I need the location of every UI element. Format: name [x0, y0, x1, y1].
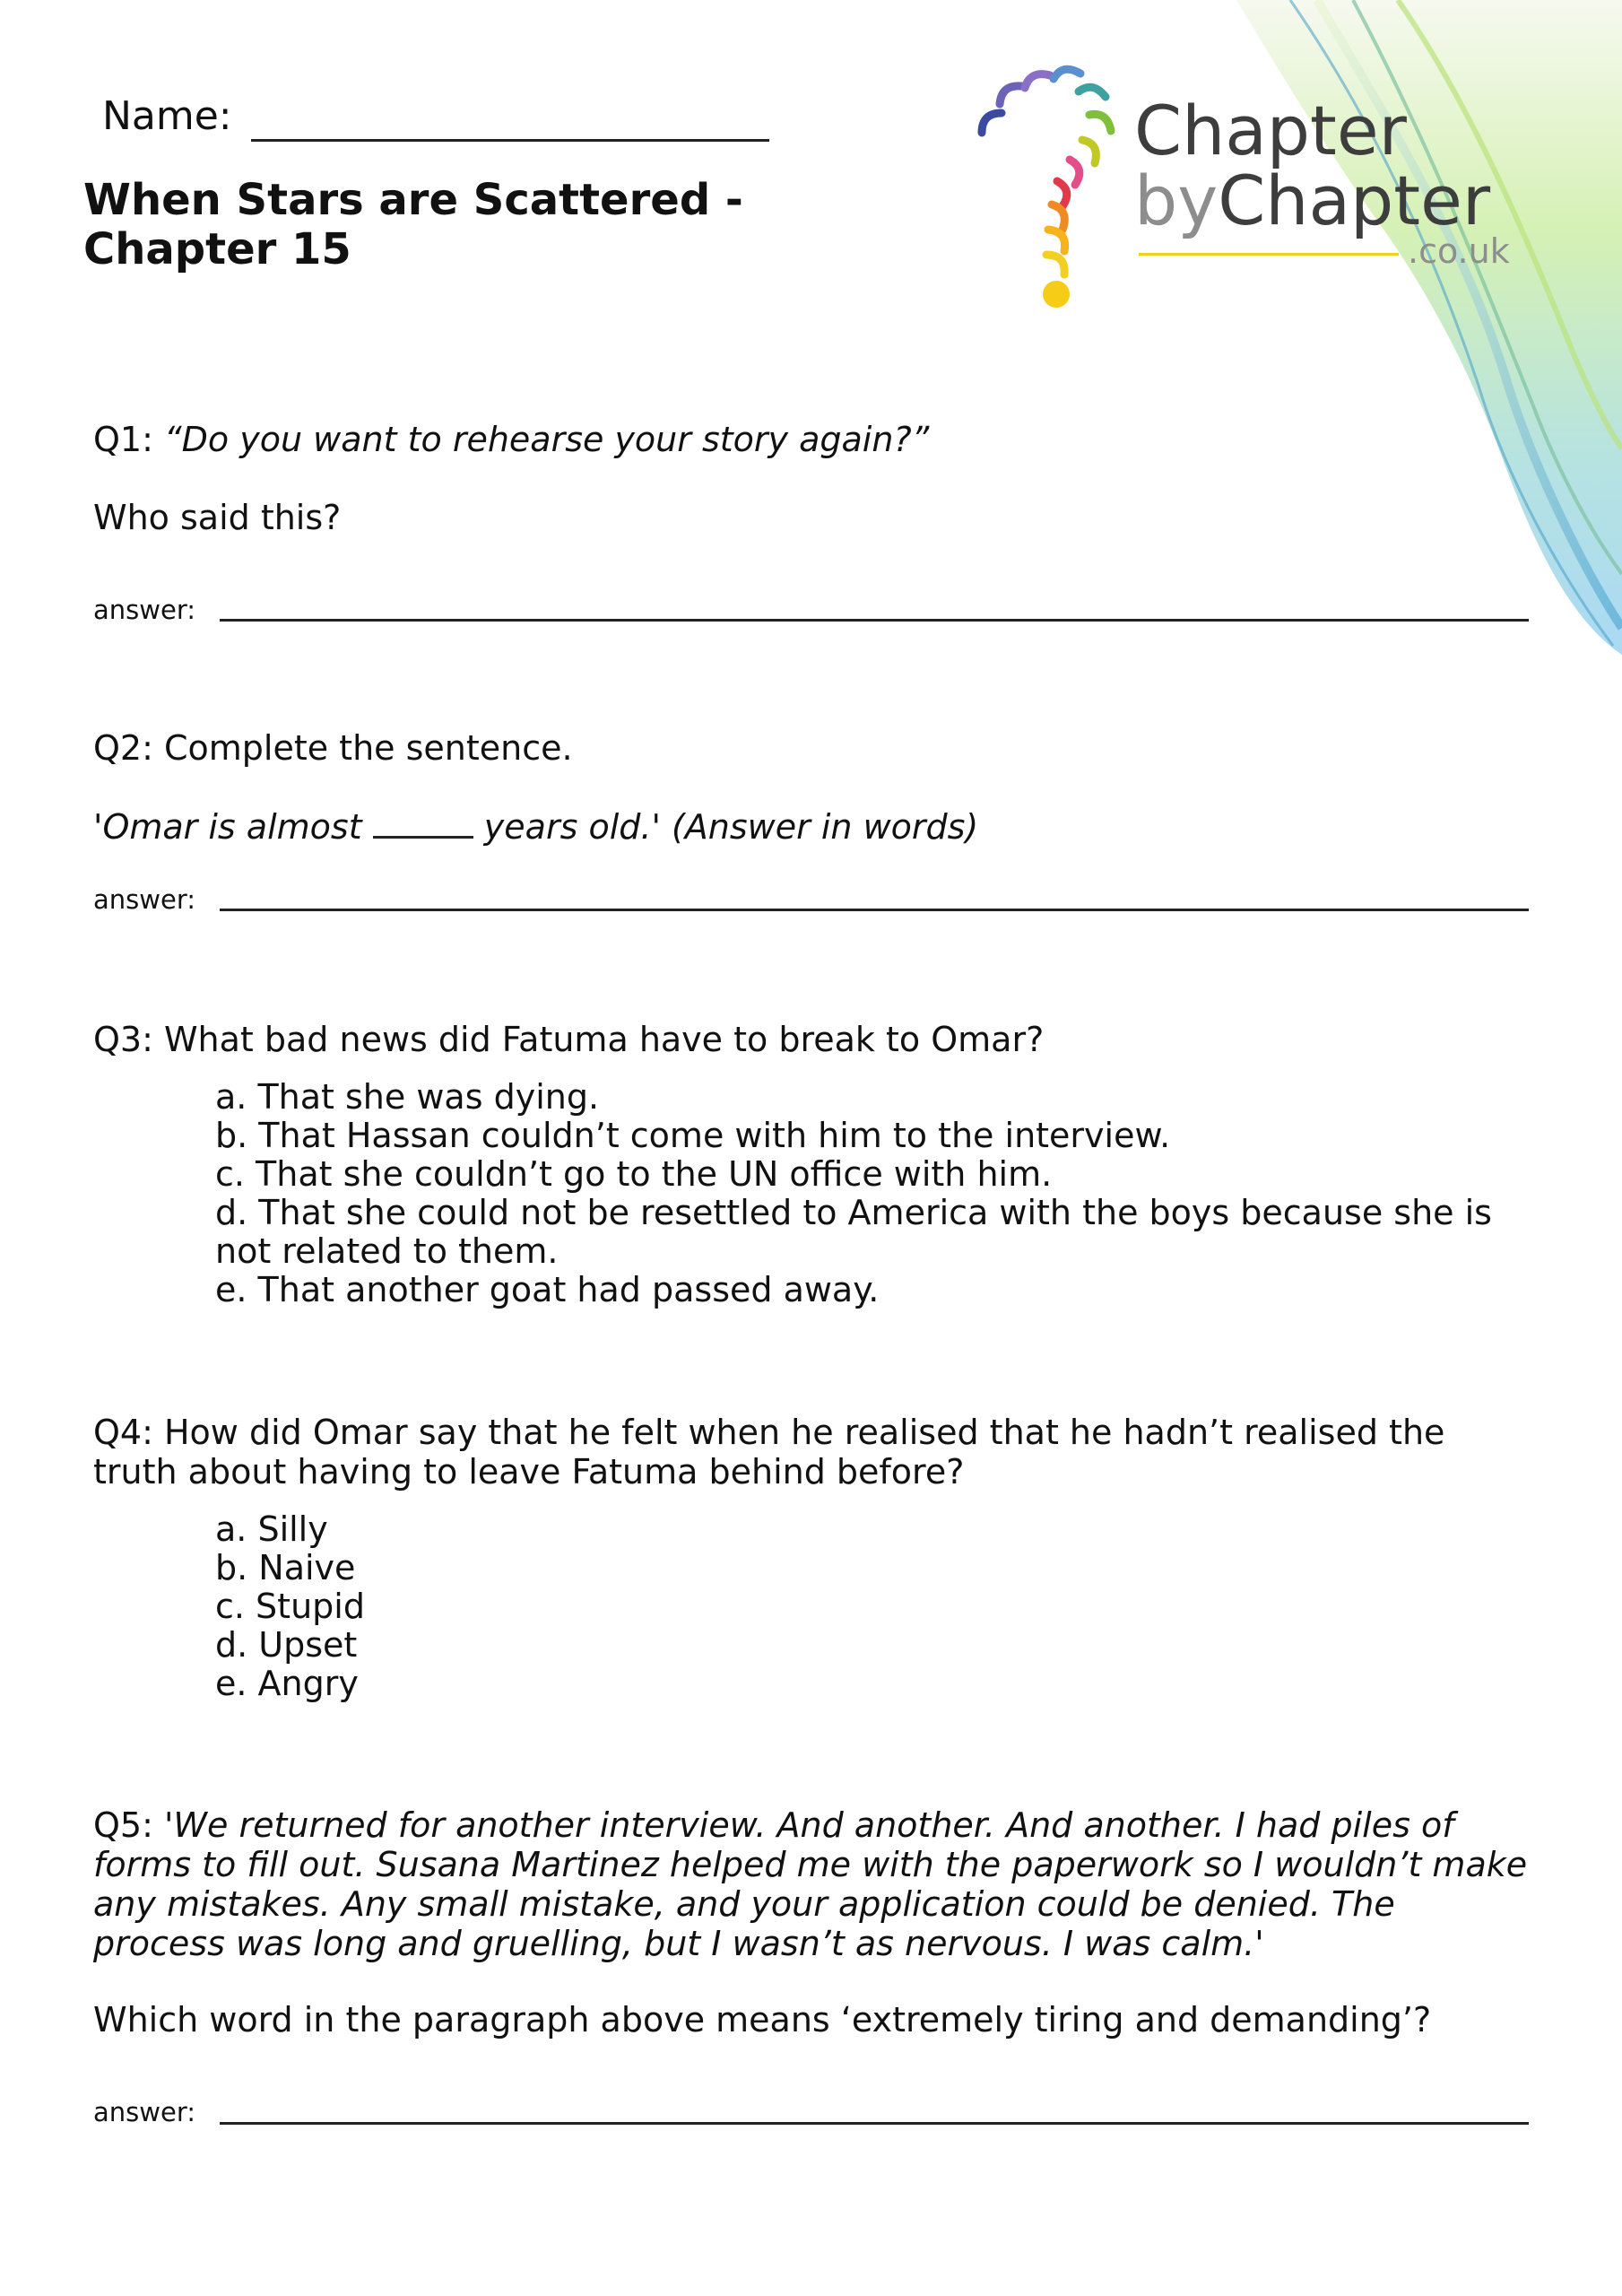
q3-option-a[interactable]: a. That she was dying. — [215, 1077, 600, 1117]
q2-sentence-before: 'Omar is almost — [93, 807, 362, 847]
q2-prompt: Q2: Complete the sentence. — [93, 728, 573, 768]
q5-number: Q5: — [93, 1805, 153, 1845]
q1-quote-text: “Do you want to rehearse your story again?” — [163, 420, 930, 459]
name-label: Name: — [102, 93, 232, 139]
q4-options — [215, 1510, 1533, 1703]
q5-answer-label: answer: — [93, 2097, 196, 2127]
title-line-2: Chapter 15 — [83, 224, 351, 274]
logo-word-chapter-2: Chapter — [1218, 161, 1491, 240]
q2-answer-line[interactable] — [220, 909, 1529, 911]
q3-options — [215, 1078, 1533, 1309]
q5-prompt: Which word in the paragraph above means ‘extremely tiring and demanding’? — [93, 2000, 1432, 2039]
q4-option-c[interactable]: c. Stupid — [215, 1587, 365, 1626]
q5-answer-line[interactable] — [220, 2122, 1529, 2125]
q3-option-e[interactable]: e. That another goat had passed away. — [215, 1270, 880, 1309]
title-line-1: When Stars are Scattered - — [83, 175, 743, 225]
name-answer-line[interactable] — [251, 139, 769, 142]
q3-option-d[interactable]: d. That she could not be resettled to America with the boys because she is not related to them. — [215, 1193, 1492, 1271]
q2-sentence-after: years old.' (Answer in words) — [483, 807, 979, 847]
q5-quote-text: 'We returned for another interview. And another. And another. I had piles of forms to fill out. Susana Martinez helped me with the paperwork so I wouldn’t make any mistakes. Any small mistake, and your application could be denied. The process was long and gruelling, but I wasn’t as nervous. I was calm.' — [93, 1805, 1528, 1963]
q2-blank[interactable] — [373, 809, 473, 839]
q1-answer-line[interactable] — [220, 619, 1529, 622]
logo-word-by: by — [1134, 161, 1219, 240]
q2-answer-label: answer: — [93, 884, 196, 915]
q4-option-a[interactable]: a. Silly — [215, 1509, 328, 1549]
q1-number: Q1: — [93, 420, 153, 459]
chapter-by-chapter-logo-icon — [964, 52, 1125, 312]
q3-prompt: Q3: What bad news did Fatuma have to break to Omar? — [93, 1020, 1045, 1059]
q2-sentence — [93, 807, 1537, 847]
q4-prompt: Q4: How did Omar say that he felt when he realised that he hadn’t realised the truth about having to leave Fatuma behind before? — [93, 1413, 1445, 1492]
q1-answer-label: answer: — [93, 595, 196, 625]
logo-underline — [1139, 253, 1399, 256]
q3-option-b[interactable]: b. That Hassan couldn’t come with him to the interview. — [215, 1116, 1171, 1155]
worksheet-title — [83, 176, 743, 274]
q4-option-d[interactable]: d. Upset — [215, 1625, 358, 1665]
logo-domain-suffix: .co.uk — [1408, 231, 1510, 271]
logo-word-chapter: Chapter — [1134, 91, 1407, 170]
q1-prompt: Who said this? — [93, 498, 342, 537]
q1-quote — [93, 420, 1537, 459]
q4-option-e[interactable]: e. Angry — [215, 1664, 359, 1703]
logo-word-bychapter — [1134, 161, 1491, 240]
q5-passage — [93, 1805, 1537, 1963]
q3-option-c[interactable]: c. That she couldn’t go to the UN office with him. — [215, 1154, 1053, 1194]
q4-option-b[interactable]: b. Naive — [215, 1548, 356, 1587]
